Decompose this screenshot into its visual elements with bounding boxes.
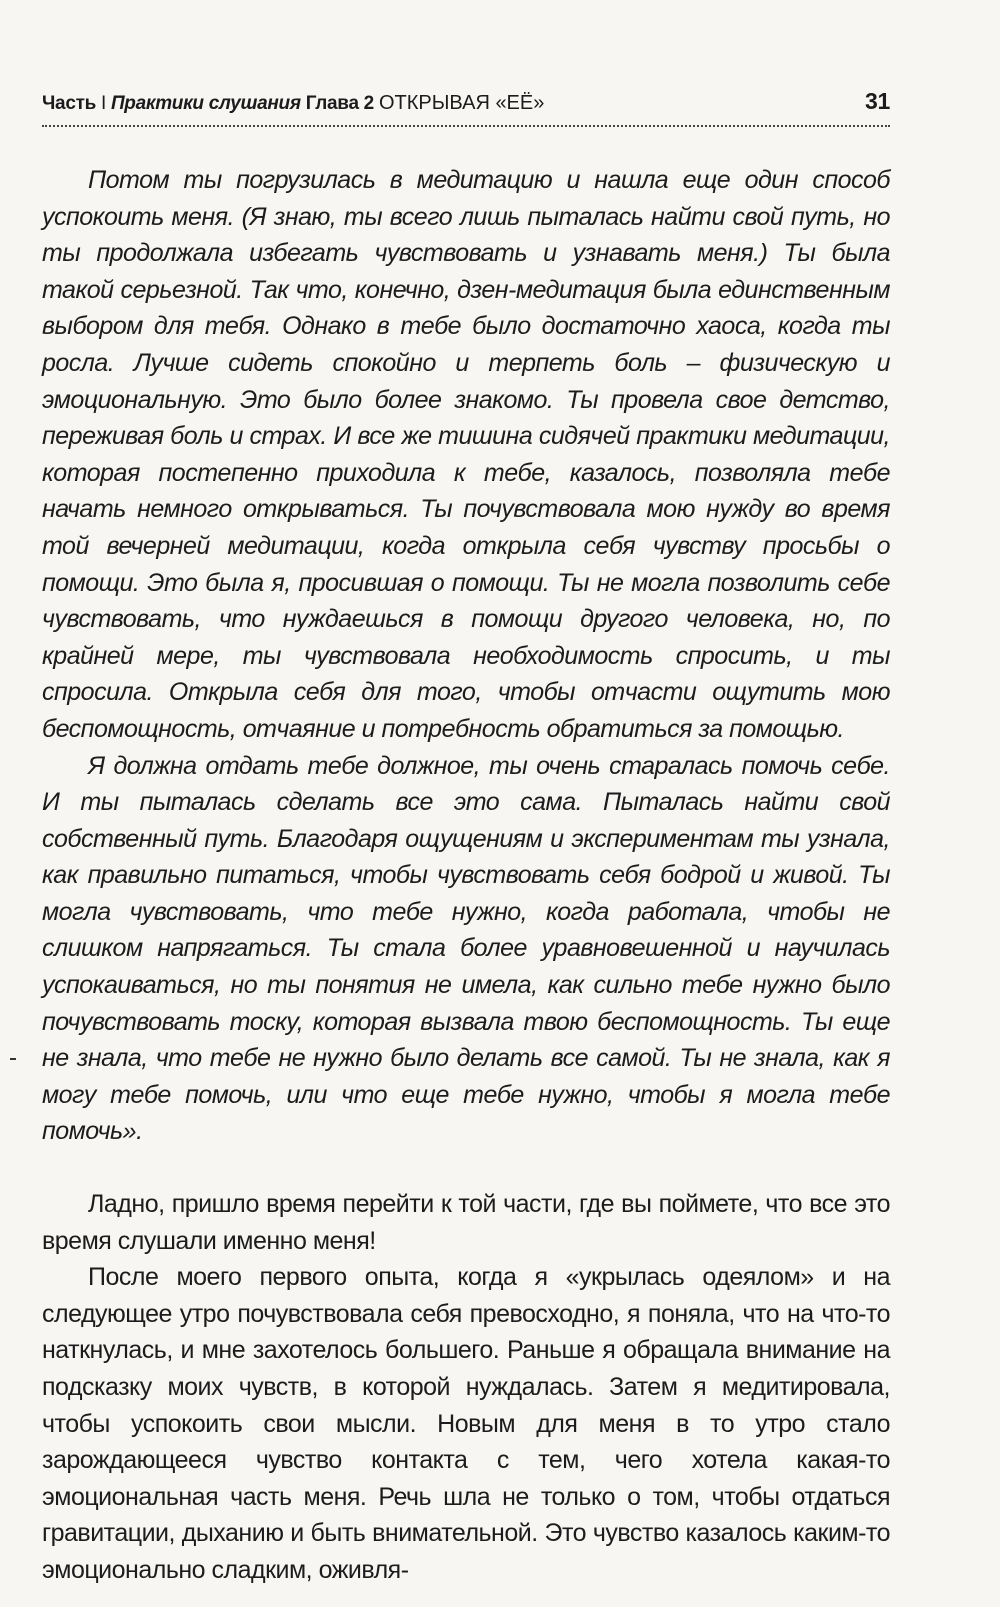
margin-mark [10, 1058, 16, 1060]
page-number: 31 [865, 88, 890, 114]
italic-quote-block [42, 162, 890, 1150]
main-text [42, 162, 890, 1589]
book-part-label: Часть [42, 93, 96, 114]
header-dotted-rule [42, 125, 890, 127]
running-header [42, 88, 890, 128]
chapter-label: Глава 2 [305, 93, 374, 114]
book-part-title: Практики слушания [110, 93, 301, 114]
chapter-title: ОТКРЫВАЯ «ЕЁ» [378, 92, 545, 114]
regular-text-block [42, 1186, 890, 1589]
header-left [42, 92, 544, 115]
quote-paragraph: Потом ты погрузилась в медитацию и нашла еще один способ успокоить меня. (Я знаю, ты всего лишь пыталась найти свой путь, но ты продолжала избегать чувствовать и узнавать меня.) Ты была такой серьезной. Так что, конечно, дзен-медитация была единственным выбором для тебя. Однако в тебе было достаточно хаоса, когда ты росла. Лучше сидеть спокойно и терпеть боль – физическую и эмоциональную. Это было более знакомо. Ты провела свое детство, переживая боль и страх. И все же тишина сидячей практики медитации, которая постепенно приходила к тебе, казалось, позволяла тебе начать немного открываться. Ты почувствовала мою нужду во время той вечерней медитации, когда открыла себя чувству просьбы о помощи. Это была я, просившая о помощи. Ты не могла позволить себе чувствовать, что нуждаешься в помощи другого человека, но, по крайней мере, ты чувствовала необходимость спросить, и ты спросила. Открыла себя для того, чтобы отчасти ощутить мою беспомощность, отчаяние и потребность обратиться за помощью. [42, 166, 890, 743]
quote-paragraph: Я должна отдать тебе должное, ты очень старалась помочь себе. И ты пыталась сделать все это сама. Пыталась найти свой собственный путь. Благодаря ощущениям и экспериментам ты узнала, как правильно питаться, чтобы чувствовать себя бодрой и живой. Ты могла чувствовать, что тебе нужно, когда работала, чтобы не слишком напрягаться. Ты стала более уравновешенной и научилась успокаиваться, но ты понятия не имела, как сильно тебе нужно было почувствовать тоску, которая вызвала твою беспомощность. Ты еще не знала, что тебе не нужно было делать все самой. Ты не знала, как я могу тебе помочь, или что еще тебе нужно, чтобы я могла тебе помочь». [42, 751, 890, 1146]
body-paragraph: После моего первого опыта, когда я «укрылась одеялом» и на следующее утро почувствовала себя превосходно, я поняла, что на что-то наткнулась, и мне захотелось большего. Раньше я обращала внимание на подсказку моих чувств, в которой нуждалась. Затем я медитировала, чтобы успокоить свои мысли. Новым для меня в то утро стало зарождающееся чувство контакта с тем, чего хотела какая-то эмоциональная часть меня. Речь шла не только о том, чтобы отдаться гравитации, дыханию и быть внимательной. Это чувство казалось каким-то эмоционально сладким, оживля- [42, 1263, 890, 1584]
book-part-separator: I [100, 93, 106, 114]
body-paragraph: Ладно, пришло время перейти к той части, где вы поймете, что все это время слушали именно меня! [42, 1190, 890, 1255]
